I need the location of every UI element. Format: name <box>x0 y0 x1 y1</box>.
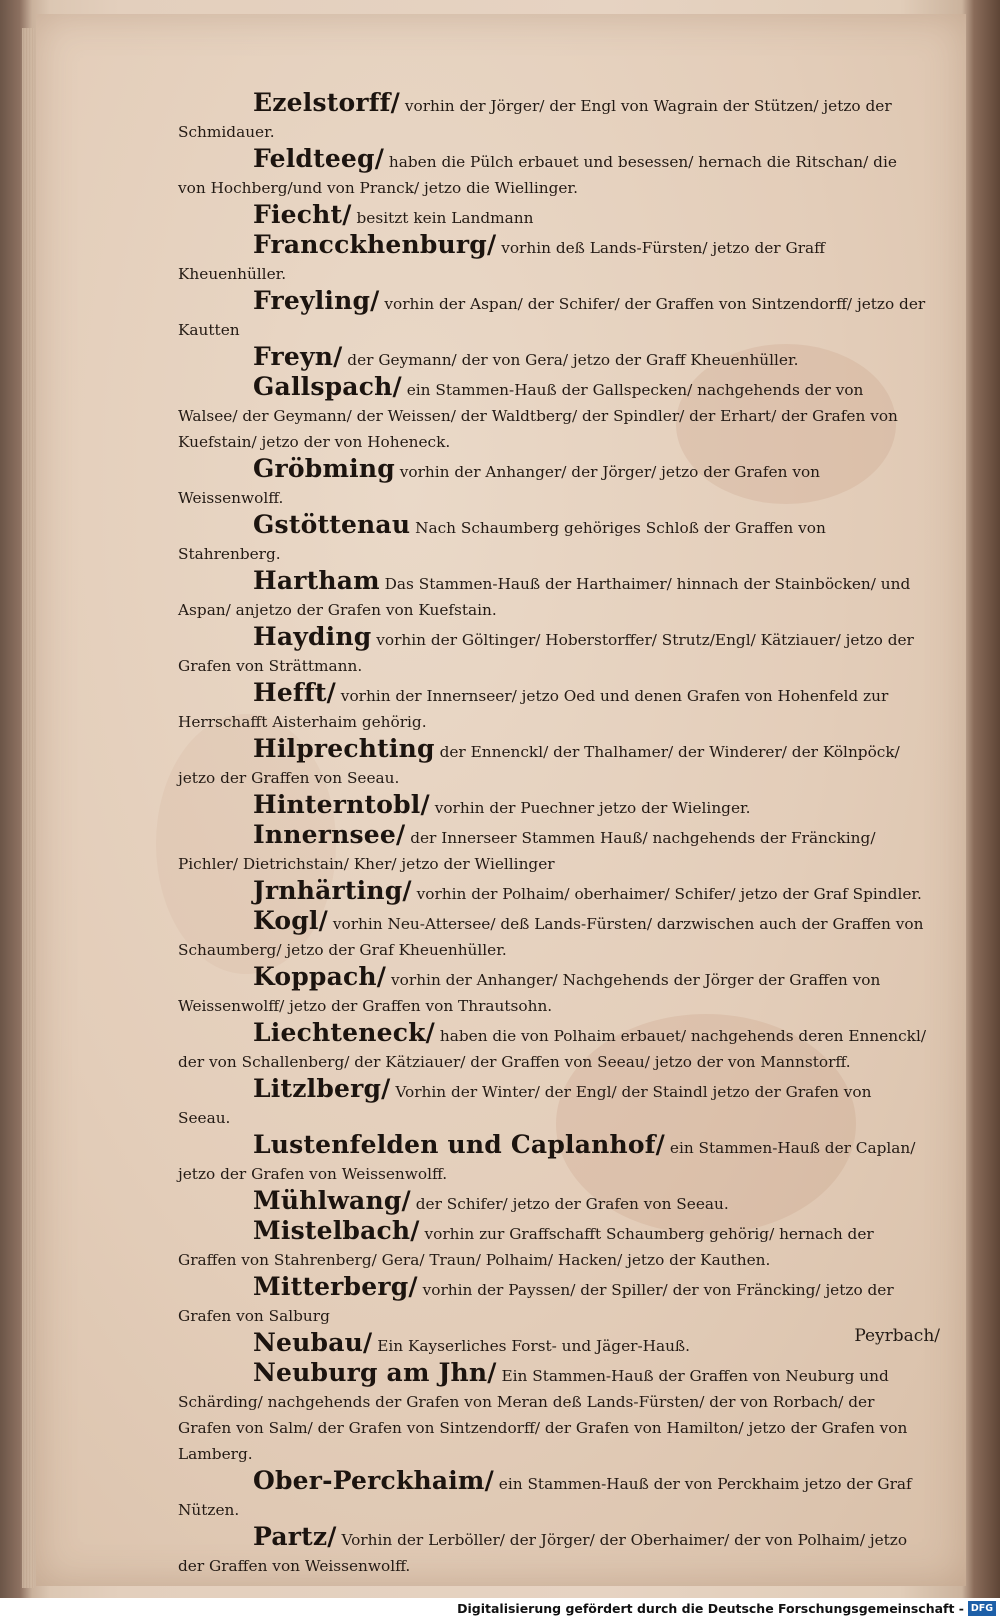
entry-description: vorhin der Payssen/ der Spiller/ der von Fräncking/ jetzo der Grafen von Salburg <box>178 1281 894 1325</box>
entry-description: vorhin Neu-Attersee/ deß Lands-Fürsten/ darzwischen auch der Graffen von Schaumberg/ jetzo der Graf Kheuenhüller. <box>178 915 924 959</box>
entry-place-name: Liechteneck/ <box>253 1018 435 1047</box>
entry-place-name: Neubau/ <box>253 1328 373 1357</box>
entry-paragraph <box>178 1360 926 1467</box>
entry-place-name: Francckhenburg/ <box>253 230 497 259</box>
entry-place-name: Gröbming <box>253 454 395 483</box>
entry-paragraph <box>178 456 926 511</box>
entry-paragraph <box>178 1524 926 1579</box>
entry-paragraph <box>178 1076 926 1131</box>
entry-paragraph <box>178 202 926 231</box>
entry-description: ein Stammen-Hauß der Caplan/ jetzo der Grafen von Weissenwolff. <box>178 1139 916 1183</box>
entry-paragraph <box>178 146 926 201</box>
catchword: Peyrbach/ <box>854 1326 940 1346</box>
entry-place-name: Hinterntobl/ <box>253 790 430 819</box>
entry-description: vorhin der Puechner jetzo der Wielinger. <box>434 799 751 817</box>
entry-place-name: Ezelstorff/ <box>253 88 400 117</box>
entry-place-name: Lustenfelden und Caplanhof/ <box>253 1130 666 1159</box>
entry-description: Vorhin der Lerböller/ der Jörger/ der Oberhaimer/ der von Polhaim/ jetzo der Graffen von Weissenwolff. <box>178 1531 908 1575</box>
footer-bar <box>0 1598 1000 1620</box>
entry-description: Das Stammen-Hauß der Harthaimer/ hinnach der Stainböcken/ und Aspan/ anjetzo der Grafen von Kuefstain. <box>178 575 911 619</box>
entry-description: vorhin der Anhanger/ Nachgehends der Jörger der Graffen von Weissenwolff/ jetzo der Graffen von Thrautsohn. <box>178 971 881 1015</box>
entry-description: haben die Pülch erbauet und besessen/ hernach die Ritschan/ die von Hochberg/und von Pranck/ jetzo die Wiellinger. <box>178 153 897 197</box>
entry-paragraph <box>178 624 926 679</box>
entry-place-name: Hayding <box>253 622 372 651</box>
entry-place-name: Neuburg am Jhn/ <box>253 1358 497 1387</box>
entry-place-name: Hartham <box>253 566 380 595</box>
entry-paragraph <box>178 374 926 455</box>
entry-description: vorhin der Polhaim/ oberhaimer/ Schifer/ jetzo der Graf Spindler. <box>416 885 922 903</box>
entry-paragraph <box>178 908 926 963</box>
entry-paragraph <box>178 232 926 287</box>
entry-place-name: Mitterberg/ <box>253 1272 418 1301</box>
entry-place-name: Jrnhärting/ <box>253 876 412 905</box>
entry-place-name: Freyling/ <box>253 286 380 315</box>
entry-paragraph <box>178 288 926 343</box>
entry-paragraph <box>178 822 926 877</box>
entry-paragraph <box>178 964 926 1019</box>
entry-description: vorhin der Anhanger/ der Jörger/ jetzo der Grafen von Weissenwolff. <box>178 463 821 507</box>
entry-place-name: Hefft/ <box>253 678 336 707</box>
entry-place-name: Gallspach/ <box>253 372 402 401</box>
entry-paragraph <box>178 1188 926 1217</box>
dfg-logo: DFG <box>968 1601 996 1616</box>
entry-place-name: Koppach/ <box>253 962 387 991</box>
gazetteer-entries <box>178 90 926 1580</box>
entry-place-name: Innernsee/ <box>253 820 406 849</box>
entry-description: der Geymann/ der von Gera/ jetzo der Graff Kheuenhüller. <box>347 351 799 369</box>
entry-place-name: Partz/ <box>253 1522 337 1551</box>
entry-paragraph <box>178 792 926 821</box>
entry-place-name: Hilprechting <box>253 734 435 763</box>
entry-place-name: Kogl/ <box>253 906 328 935</box>
entry-description: Vorhin der Winter/ der Engl/ der Staindl jetzo der Grafen von Seeau. <box>178 1083 872 1127</box>
entry-description: vorhin der Göltinger/ Hoberstorffer/ Strutz/Engl/ Kätziauer/ jetzo der Grafen von Strättmann. <box>178 631 914 675</box>
entry-paragraph <box>178 736 926 791</box>
entry-place-name: Feldteeg/ <box>253 144 385 173</box>
entry-paragraph <box>178 568 926 623</box>
entry-description: vorhin der Aspan/ der Schifer/ der Graffen von Sintzendorff/ jetzo der Kautten <box>178 295 926 339</box>
entry-description: ein Stammen-Hauß der von Perckhaim jetzo der Graf Nützen. <box>178 1475 912 1519</box>
entry-place-name: Mistelbach/ <box>253 1216 420 1245</box>
entry-description: vorhin der Jörger/ der Engl von Wagrain der Stützen/ jetzo der Schmidauer. <box>178 97 892 141</box>
entry-description: der Ennenckl/ der Thalhamer/ der Winderer/ der Kölnpöck/ jetzo der Graffen von Seeau. <box>178 743 900 787</box>
page-edges <box>22 28 34 1588</box>
entry-place-name: Litzlberg/ <box>253 1074 391 1103</box>
entry-paragraph <box>178 1468 926 1523</box>
entry-place-name: Gstöttenau <box>253 510 411 539</box>
entry-place-name: Freyn/ <box>253 342 343 371</box>
entry-paragraph <box>178 1218 926 1273</box>
entry-place-name: Mühlwang/ <box>253 1186 411 1215</box>
entry-description: vorhin der Innernseer/ jetzo Oed und denen Grafen von Hohenfeld zur Herrschafft Aisterhaim gehörig. <box>178 687 889 731</box>
entry-paragraph <box>178 344 926 373</box>
entry-paragraph <box>178 90 926 145</box>
entry-paragraph <box>178 680 926 735</box>
entry-description: Nach Schaumberg gehöriges Schloß der Graffen von Stahrenberg. <box>178 519 826 563</box>
entry-place-name: Fiecht/ <box>253 200 352 229</box>
entry-paragraph <box>178 1020 926 1075</box>
entry-description: Ein Stammen-Hauß der Graffen von Neuburg und Schärding/ nachgehends der Grafen von Meran deß Lands-Fürsten/ der von Rorbach/ der Grafen von Salm/ der Grafen von Sintzendorff/ der Grafen von Hamilton/ jetzo der Grafen von Lamberg. <box>178 1367 908 1463</box>
entry-description: der Schifer/ jetzo der Grafen von Seeau. <box>415 1195 729 1213</box>
entry-description: besitzt kein Landmann <box>356 209 534 227</box>
footer-credit: Digitalisierung gefördert durch die Deutsche Forschungsgemeinschaft - <box>457 1601 964 1616</box>
entry-paragraph <box>178 1330 926 1359</box>
entry-description: Ein Kayserliches Forst- und Jäger-Hauß. <box>377 1337 691 1355</box>
entry-paragraph <box>178 1132 926 1187</box>
entry-description: haben die von Polhaim erbauet/ nachgehends deren Ennenckl/ der von Schallenberg/ der Kätziauer/ der Graffen von Seeau/ jetzo der von Mannstorff. <box>178 1027 926 1071</box>
entry-paragraph <box>178 1274 926 1329</box>
entry-description: vorhin zur Graffschafft Schaumberg gehörig/ hernach der Graffen von Stahrenberg/ Gera/ Traun/ Polhaim/ Hacken/ jetzo der Kauthen. <box>178 1225 874 1269</box>
entry-description: der Innerseer Stammen Hauß/ nachgehends der Fräncking/ Pichler/ Dietrichstain/ Kher/ jetzo der Wiellinger <box>178 829 876 873</box>
entry-description: vorhin deß Lands-Fürsten/ jetzo der Graff Kheuenhüller. <box>178 239 825 283</box>
entry-description: ein Stammen-Hauß der Gallspecken/ nachgehends der von Walsee/ der Geymann/ der Weissen/ der Waldtberg/ der Spindler/ der Erhart/ der Grafen von Kuefstain/ jetzo der von Hoheneck. <box>178 381 898 451</box>
entry-paragraph <box>178 878 926 907</box>
entry-paragraph <box>178 512 926 567</box>
entry-place-name: Ober-Perckhaim/ <box>253 1466 494 1495</box>
